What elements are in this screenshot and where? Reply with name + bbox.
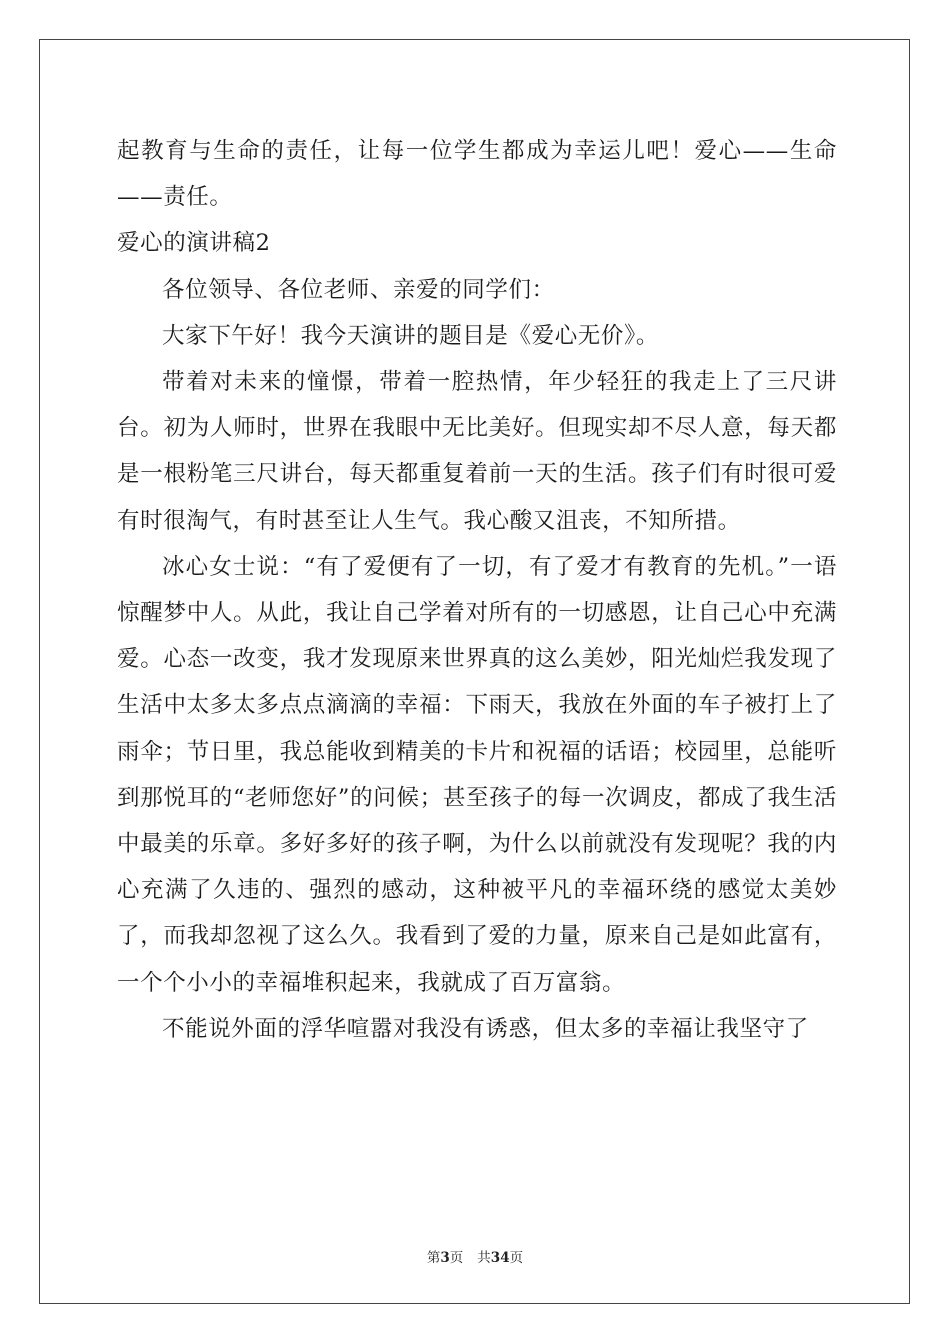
paragraph-body: 冰心女士说：“有了爱便有了一切，有了爱才有教育的先机。”一语惊醒梦中人。从此，我让自己学着对所有的一切感恩，让自己心中充满爱。心态一改变，我才发现原来世界真的这么美妙，阳光灿烂我发现了生活中太多太多点点滴滴的幸福：下雨天，我放在外面的车子被打上了雨伞；节日里，我总能收到精美的卡片和祝福的话语；校园里，总能听到那悦耳的“老师您好”的问候；甚至孩子的每一次调皮，都成了我生活中最美的乐章。多好多好的孩子啊，为什么以前就没有发现呢？我的内心充满了久违的、强烈的感动，这种被平凡的幸福环绕的感觉太美妙了，而我却忽视了这么久。我看到了爱的力量，原来自己是如此富有，一个个小小的幸福堆积起来，我就成了百万富翁。 [117,553,837,996]
paragraph-continuation: 起教育与生命的责任，让每一位学生都成为幸运儿吧！爱心——生命——责任。 [117,138,837,211]
total-suffix: 页 [509,1250,524,1266]
page-footer [0,1246,950,1266]
section-heading: 爱心的演讲稿2 [117,230,271,257]
total-pages: 34 [490,1250,510,1266]
document-body [117,128,837,1052]
page-number: 3 [440,1250,450,1266]
paragraph-body: 不能说外面的浮华喧嚣对我没有诱惑，但太多的幸福让我坚守了 [162,1015,809,1042]
total-prefix: 共 [477,1250,491,1266]
paragraph-greeting: 大家下午好！我今天演讲的题目是《爱心无价》。 [162,322,659,349]
page-suffix: 页 [449,1250,464,1266]
page-prefix: 第 [426,1250,441,1266]
paragraph-salutation: 各位领导、各位老师、亲爱的同学们： [162,276,555,303]
paragraph-body: 带着对未来的憧憬，带着一腔热情，年少轻狂的我走上了三尺讲台。初为人师时，世界在我眼中无比美好。但现实却不尽人意，每天都是一根粉笔三尺讲台，每天都重复着前一天的生活。孩子们有时很可爱有时很淘气，有时甚至让人生气。我心酸又沮丧，不知所措。 [117,369,837,534]
